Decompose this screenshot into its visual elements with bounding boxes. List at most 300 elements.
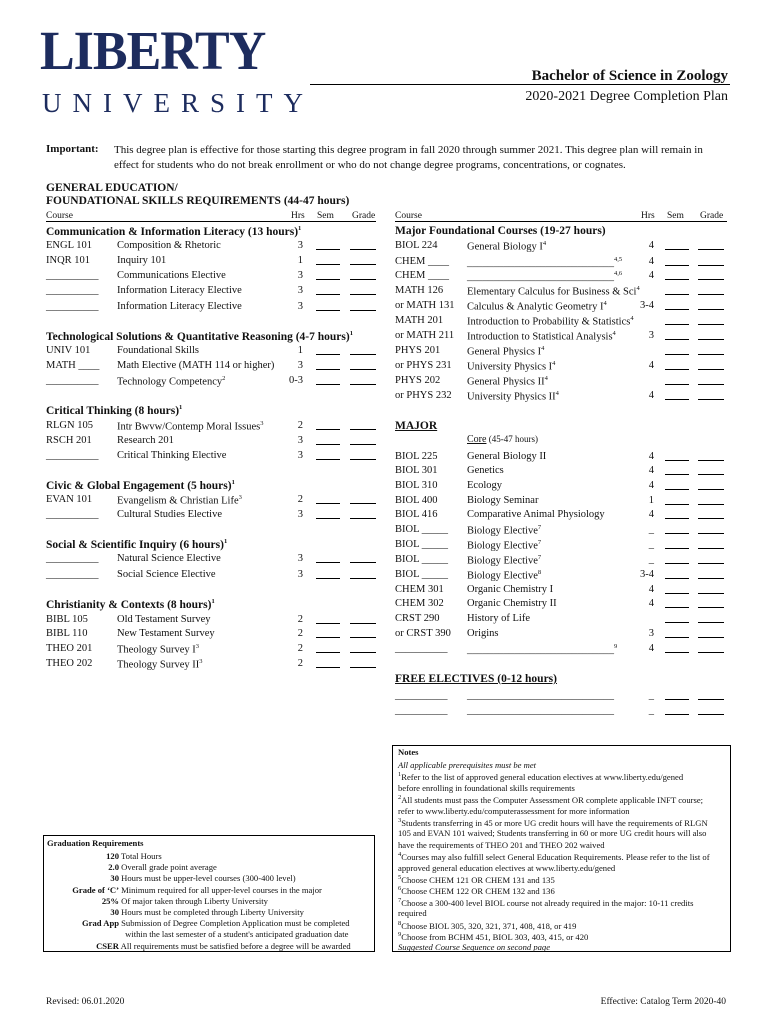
course-code: or PHYS 231 [395,360,452,371]
course-title: Old Testament Survey [117,614,211,625]
course-row [395,465,730,480]
course-hours: 4 [648,480,654,491]
grad-text: Overall grade point average [119,862,217,873]
note-line [398,828,706,838]
course-code: __________ [46,285,99,296]
note-text: Choose CHEM 121 OR CHEM 131 and 135 [401,874,555,885]
grade-blank[interactable] [350,240,376,250]
semester-blank[interactable] [665,315,689,325]
section-communication: Communication & Information Literacy (13 hours)$^1$ [46,225,302,238]
grade-blank[interactable] [350,360,376,370]
grade-blank[interactable] [698,524,724,534]
semester-blank[interactable] [665,554,689,564]
grade-blank[interactable] [698,705,724,715]
course-row [46,553,382,568]
course-title: Intr Bwvw/Contemp Moral Issues$^3$ [117,420,264,433]
course-row [46,345,382,360]
course-row [46,628,382,643]
grad-label: Grad App [81,918,119,929]
grad-label: 30 [110,907,119,917]
gen-ed-subtitle: FOUNDATIONAL SKILLS REQUIREMENTS (44-47 hours) [46,195,350,207]
note-text: approved general education electives at www.liberty.edu/gened [398,862,616,873]
important-label: Important: [46,143,99,155]
course-hours: 3 [297,360,303,371]
course-title: Natural Science Elective [117,553,221,564]
course-title: Biology Elective$^7$ [467,524,542,537]
grade-blank[interactable] [350,285,376,295]
semester-blank[interactable] [665,451,689,461]
course-hours: _ [648,554,654,565]
grade-blank[interactable] [350,509,376,519]
course-title: Genetics [467,465,504,476]
course-row [46,494,382,509]
grade-blank[interactable] [350,553,376,563]
course-hours: 4 [648,390,654,401]
course-title: Information Literacy Elective [117,285,242,296]
semester-blank[interactable] [665,360,689,370]
semester-blank[interactable] [665,584,689,594]
course-row [395,315,730,330]
course-row [46,301,382,316]
course-code: THEO 201 [46,643,93,654]
course-row [395,705,730,720]
semester-blank[interactable] [316,255,340,265]
note-text: All students must pass the Computer Assessment OR complete applicable INFT course; [401,795,704,806]
left-col-sem: Sem [317,211,334,221]
note-line: $^4$Courses may also fulfill select General Education Requirements. Please refer to the list of [398,851,710,863]
grade-blank[interactable] [698,390,724,400]
semester-blank[interactable] [316,569,340,579]
course-hours: 3 [297,450,303,461]
course-row [46,375,382,390]
grade-blank[interactable] [350,450,376,460]
course-code: CHEM 301 [395,584,444,595]
grade-blank[interactable] [698,598,724,608]
course-row [395,285,730,300]
grad-requirement [47,918,367,928]
grade-blank[interactable] [698,613,724,623]
effective-term: Effective: Catalog Term 2020-40 [600,997,726,1007]
course-title: Cultural Studies Elective [117,509,222,520]
course-hours: 3 [648,330,654,341]
grad-text: All requirements must be satisfied before a degree will be awarded [119,940,351,951]
core-label: Core (45-47 hours) [467,434,538,445]
course-title: Calculus & Analytic Geometry $I^4$ [467,300,607,313]
course-title: Evangelism & Christian Life$^3$ [117,494,242,507]
course-hours: 4 [648,465,654,476]
course-title: Composition & Rhetoric [117,240,221,251]
course-row [395,554,730,569]
course-title: New Testament Survey [117,628,215,639]
course-hours: 2 [297,658,303,669]
grade-blank[interactable] [350,420,376,430]
grade-blank[interactable] [698,465,724,475]
course-title: University Physics $II^4$ [467,390,559,403]
course-row [46,240,382,255]
course-hours: 2 [297,494,303,505]
course-title: Communications Elective [117,270,226,281]
semester-blank[interactable] [316,450,340,460]
note-text: have the requirements of THEO 201 and THEO 202 waived [398,839,605,850]
course-code: EVAN 101 [46,494,93,505]
course-title: ____________________________$^9$ [467,643,618,656]
note-text: Courses may also fulfill select General Education Requirements. Please refer to the list of [401,852,710,863]
left-col-course: Course [46,211,73,221]
course-title: General Physics $II^4$ [467,375,548,388]
semester-blank[interactable] [316,301,340,311]
course-hours: 3 [297,301,303,312]
section-civic: Civic & Global Engagement (5 hours)$^1$ [46,479,235,492]
semester-blank[interactable] [665,628,689,638]
right-col-hrs: Hrs [641,211,655,221]
semester-blank[interactable] [665,509,689,519]
semester-blank[interactable] [665,705,689,715]
semester-blank[interactable] [316,509,340,519]
course-row [46,450,382,465]
liberty-logo-wordmark: LIBERTY [40,21,266,82]
note-line: $^9$Choose from BCHM 451, BIOL 303, 403, 415, or 420 [398,931,589,942]
course-code: BIOL 416 [395,509,438,520]
course-hours: 4 [648,240,654,251]
semester-blank[interactable] [316,270,340,280]
course-row [395,345,730,360]
semester-blank[interactable] [665,375,689,385]
semester-blank[interactable] [665,480,689,490]
grade-blank[interactable] [698,539,724,549]
note-line [398,783,575,793]
course-hours: 1 [648,495,654,506]
grad-label: CSER [96,940,119,951]
grade-blank[interactable] [350,614,376,624]
grade-blank[interactable] [698,300,724,310]
course-hours: 2 [297,628,303,639]
semester-blank[interactable] [316,240,340,250]
note-line: $^8$Choose BIOL 305, 320, 321, 371, 408, 418, or 419 [398,919,577,931]
grad-text: Hours must be completed through Liberty University [119,907,304,917]
course-row [395,390,730,405]
course-hours: 3 [297,509,303,520]
course-row [46,435,382,450]
course-hours: 4 [648,256,654,267]
semester-blank[interactable] [665,256,689,266]
course-title: Comparative Animal Physiology [467,509,605,520]
semester-blank[interactable] [316,553,340,563]
course-hours: 0-3 [289,375,303,386]
semester-blank[interactable] [665,300,689,310]
grad-requirement [47,929,367,939]
course-row [395,480,730,495]
course-row [395,451,730,466]
grad-text: Total Hours [119,851,162,861]
section-christianity: Christianity & Contexts (8 hours)$^1$ [46,598,215,611]
semester-blank[interactable] [316,643,340,653]
semester-blank[interactable] [316,628,340,638]
course-code: CHEM 302 [395,598,444,609]
grade-blank[interactable] [350,270,376,280]
semester-blank[interactable] [665,569,689,579]
semester-blank[interactable] [665,613,689,623]
course-row [395,240,730,255]
semester-blank[interactable] [665,270,689,280]
course-title: History of Life [467,613,530,624]
grade-blank[interactable] [698,375,724,385]
semester-blank[interactable] [665,539,689,549]
semester-blank[interactable] [316,494,340,504]
course-title: ____________________________ [467,705,614,716]
course-hours: _ [648,705,654,716]
grad-requirement [47,941,367,951]
course-row [46,285,382,300]
page-subtitle: 2020-2021 Degree Completion Plan [525,89,728,104]
note-text: Choose CHEM 122 OR CHEM 132 and 136 [401,886,555,897]
course-hours: 2 [297,614,303,625]
course-code: __________ [46,301,99,312]
course-hours: 3 [297,240,303,251]
course-row [395,509,730,524]
course-hours: 4 [648,598,654,609]
course-hours: 4 [648,509,654,520]
grade-blank[interactable] [350,255,376,265]
course-row [46,614,382,629]
course-code: BIBL 110 [46,628,88,639]
right-col-grade: Grade [700,211,724,221]
course-row [46,360,382,375]
note-text: Choose from BCHM 451, BIOL 303, 403, 415, or 420 [401,931,589,942]
grade-blank[interactable] [698,480,724,490]
course-code: MATH 126 [395,285,444,296]
course-row [395,270,730,285]
grade-blank[interactable] [698,554,724,564]
page-title: Bachelor of Science in Zoology [531,68,728,84]
right-col-course: Course [395,211,422,221]
course-row [395,330,730,345]
course-hours: 4 [648,584,654,595]
grade-blank[interactable] [350,494,376,504]
grad-text: Of major taken through Liberty University [119,895,268,906]
course-title: Organic Chemistry I [467,584,554,595]
course-title: Math Elective (MATH 114 or higher) [117,360,275,371]
grade-blank[interactable] [350,658,376,668]
grade-blank[interactable] [698,584,724,594]
grade-blank[interactable] [698,330,724,340]
course-title: Origins [467,628,499,639]
semester-blank[interactable] [316,285,340,295]
semester-blank[interactable] [316,435,340,445]
course-title: Theology Survey $I^3$ [117,643,199,656]
course-title: Information Literacy Elective [117,301,242,312]
note-line [398,908,427,918]
course-code: THEO 202 [46,658,93,669]
semester-blank[interactable] [665,285,689,295]
course-code: CHEM ____ [395,256,449,267]
semester-blank[interactable] [316,345,340,355]
grade-blank[interactable] [350,375,376,385]
course-code: BIOL 400 [395,495,438,506]
semester-blank[interactable] [665,240,689,250]
course-code: UNIV 101 [46,345,91,356]
course-hours: 2 [297,420,303,431]
course-code: ENGL 101 [46,240,92,251]
course-title: Biology Elective$^8$ [467,569,542,582]
course-row [395,495,730,510]
course-row [395,539,730,554]
grad-label: 25% [101,895,119,906]
note-text: Choose BIOL 305, 320, 321, 371, 408, 418, or 419 [401,920,577,931]
grad-label: Grade of ‘C’ [72,884,119,895]
grad-text: within the last semester of a student's anticipated graduation date [123,929,349,940]
grade-blank[interactable] [350,643,376,653]
course-row [395,598,730,613]
course-title: Biology Elective$^7$ [467,539,542,552]
course-hours: 3 [297,553,303,564]
course-hours: 3-4 [640,300,654,311]
course-hours: 1 [297,255,303,266]
course-hours: 2 [297,643,303,654]
course-hours: _ [648,539,654,550]
section-critical-thinking: Critical Thinking (8 hours)$^1$ [46,404,183,417]
semester-blank[interactable] [665,465,689,475]
course-row [395,613,730,628]
course-code: or MATH 211 [395,330,455,341]
course-title: ____________________________$^{4,6}$ [467,270,623,283]
course-title: Ecology [467,480,502,491]
semester-blank[interactable] [316,375,340,385]
grad-requirement [47,896,367,906]
note-text: 105 and EVAN 101 waived; Students transferring in 60 or more UG credit hours will also [398,828,707,839]
course-title: University Physics $I^4$ [467,360,556,373]
grade-blank[interactable] [350,628,376,638]
course-code: or MATH 131 [395,300,455,311]
course-code: MATH 201 [395,315,444,326]
semester-blank[interactable] [665,643,689,653]
course-row [46,255,382,270]
note-text: Suggested Course Sequence on second page [398,942,551,953]
note-text: required [398,908,427,919]
right-col-sem: Sem [667,211,684,221]
course-row [395,628,730,643]
grade-blank[interactable] [698,569,724,579]
grade-blank[interactable] [698,690,724,700]
course-title: Theology Survey $II^3$ [117,658,203,671]
grad-requirement [47,851,367,861]
grade-blank[interactable] [350,301,376,311]
course-hours: 3-4 [640,569,654,580]
grade-blank[interactable] [350,435,376,445]
grade-blank[interactable] [698,643,724,653]
course-code: BIOL _____ [395,524,448,535]
note-text: refer to www.liberty.edu/computerassessment for more information [398,805,630,816]
grade-blank[interactable] [350,569,376,579]
grade-blank[interactable] [698,256,724,266]
note-line [398,806,630,816]
semester-blank[interactable] [316,614,340,624]
course-title: Elementary Calculus for Business & Sci$^4$ [467,285,640,298]
course-hours: 3 [648,628,654,639]
semester-blank[interactable] [316,420,340,430]
university-logo-wordmark: UNIVERSITY [42,88,314,118]
grade-blank[interactable] [698,270,724,280]
course-row [395,584,730,599]
course-code: BIOL _____ [395,569,448,580]
grade-blank[interactable] [698,451,724,461]
grade-blank[interactable] [698,360,724,370]
note-line: $^6$Choose CHEM 122 OR CHEM 132 and 136 [398,885,555,897]
grade-blank[interactable] [698,315,724,325]
course-title: Technology Competency$^2$ [117,375,226,388]
note-line: $^1$Refer to the list of approved general education electives at www.liberty.edu/gened [398,771,684,783]
section-technological: Technological Solutions & Quantitative Reasoning (4-7 hours)$^1$ [46,330,353,343]
course-code: __________ [46,569,99,580]
note-text: All applicable prerequisites must be met [398,760,537,770]
grad-requirement [47,885,367,895]
course-row [46,658,382,673]
note-line: $^2$All students must pass the Computer Assessment OR complete applicable INFT course; [398,794,704,806]
course-title: Introduction to Statistical Analysis$^4$ [467,330,616,343]
grade-blank[interactable] [698,345,724,355]
semester-blank[interactable] [665,345,689,355]
grad-title: Graduation Requirements [47,838,144,848]
section-major: MAJOR [395,420,438,432]
note-line [398,760,536,770]
gen-ed-title: GENERAL EDUCATION/ [46,182,178,194]
semester-blank[interactable] [665,690,689,700]
note-line [398,863,615,873]
right-col-rule [395,221,727,222]
course-row [46,509,382,524]
grad-text: Submission of Degree Completion Application must be completed [119,918,350,929]
course-hours: 3 [297,270,303,281]
course-code: __________ [46,509,99,520]
semester-blank[interactable] [665,495,689,505]
grad-requirement [47,907,367,917]
course-hours: 4 [648,360,654,371]
course-code: __________ [46,270,99,281]
note-text: before enrolling in foundational skills requirements [398,782,575,793]
grade-blank[interactable] [698,509,724,519]
course-code: __________ [46,553,99,564]
semester-blank[interactable] [665,330,689,340]
course-row [395,300,730,315]
course-code: __________ [395,690,448,701]
left-col-hrs: Hrs [291,211,305,221]
grad-text: Minimum required for all upper-level courses in the major [119,884,322,895]
course-code: RSCH 201 [46,435,92,446]
course-code: __________ [46,375,99,386]
semester-blank[interactable] [316,658,340,668]
course-row [46,569,382,584]
course-title: Critical Thinking Elective [117,450,227,461]
course-code: PHYS 202 [395,375,441,386]
course-code: BIOL 310 [395,480,438,491]
course-title: General Biology II [467,451,547,462]
grad-requirement [47,862,367,872]
grade-blank[interactable] [698,240,724,250]
semester-blank[interactable] [665,598,689,608]
semester-blank[interactable] [665,390,689,400]
course-row [46,420,382,435]
grade-blank[interactable] [698,628,724,638]
grade-blank[interactable] [698,285,724,295]
grade-blank[interactable] [698,495,724,505]
course-hours: 4 [648,643,654,654]
course-code: or CRST 390 [395,628,451,639]
course-row [395,524,730,539]
semester-blank[interactable] [316,360,340,370]
course-hours: _ [648,690,654,701]
grade-blank[interactable] [350,345,376,355]
course-code: PHYS 201 [395,345,441,356]
semester-blank[interactable] [665,524,689,534]
